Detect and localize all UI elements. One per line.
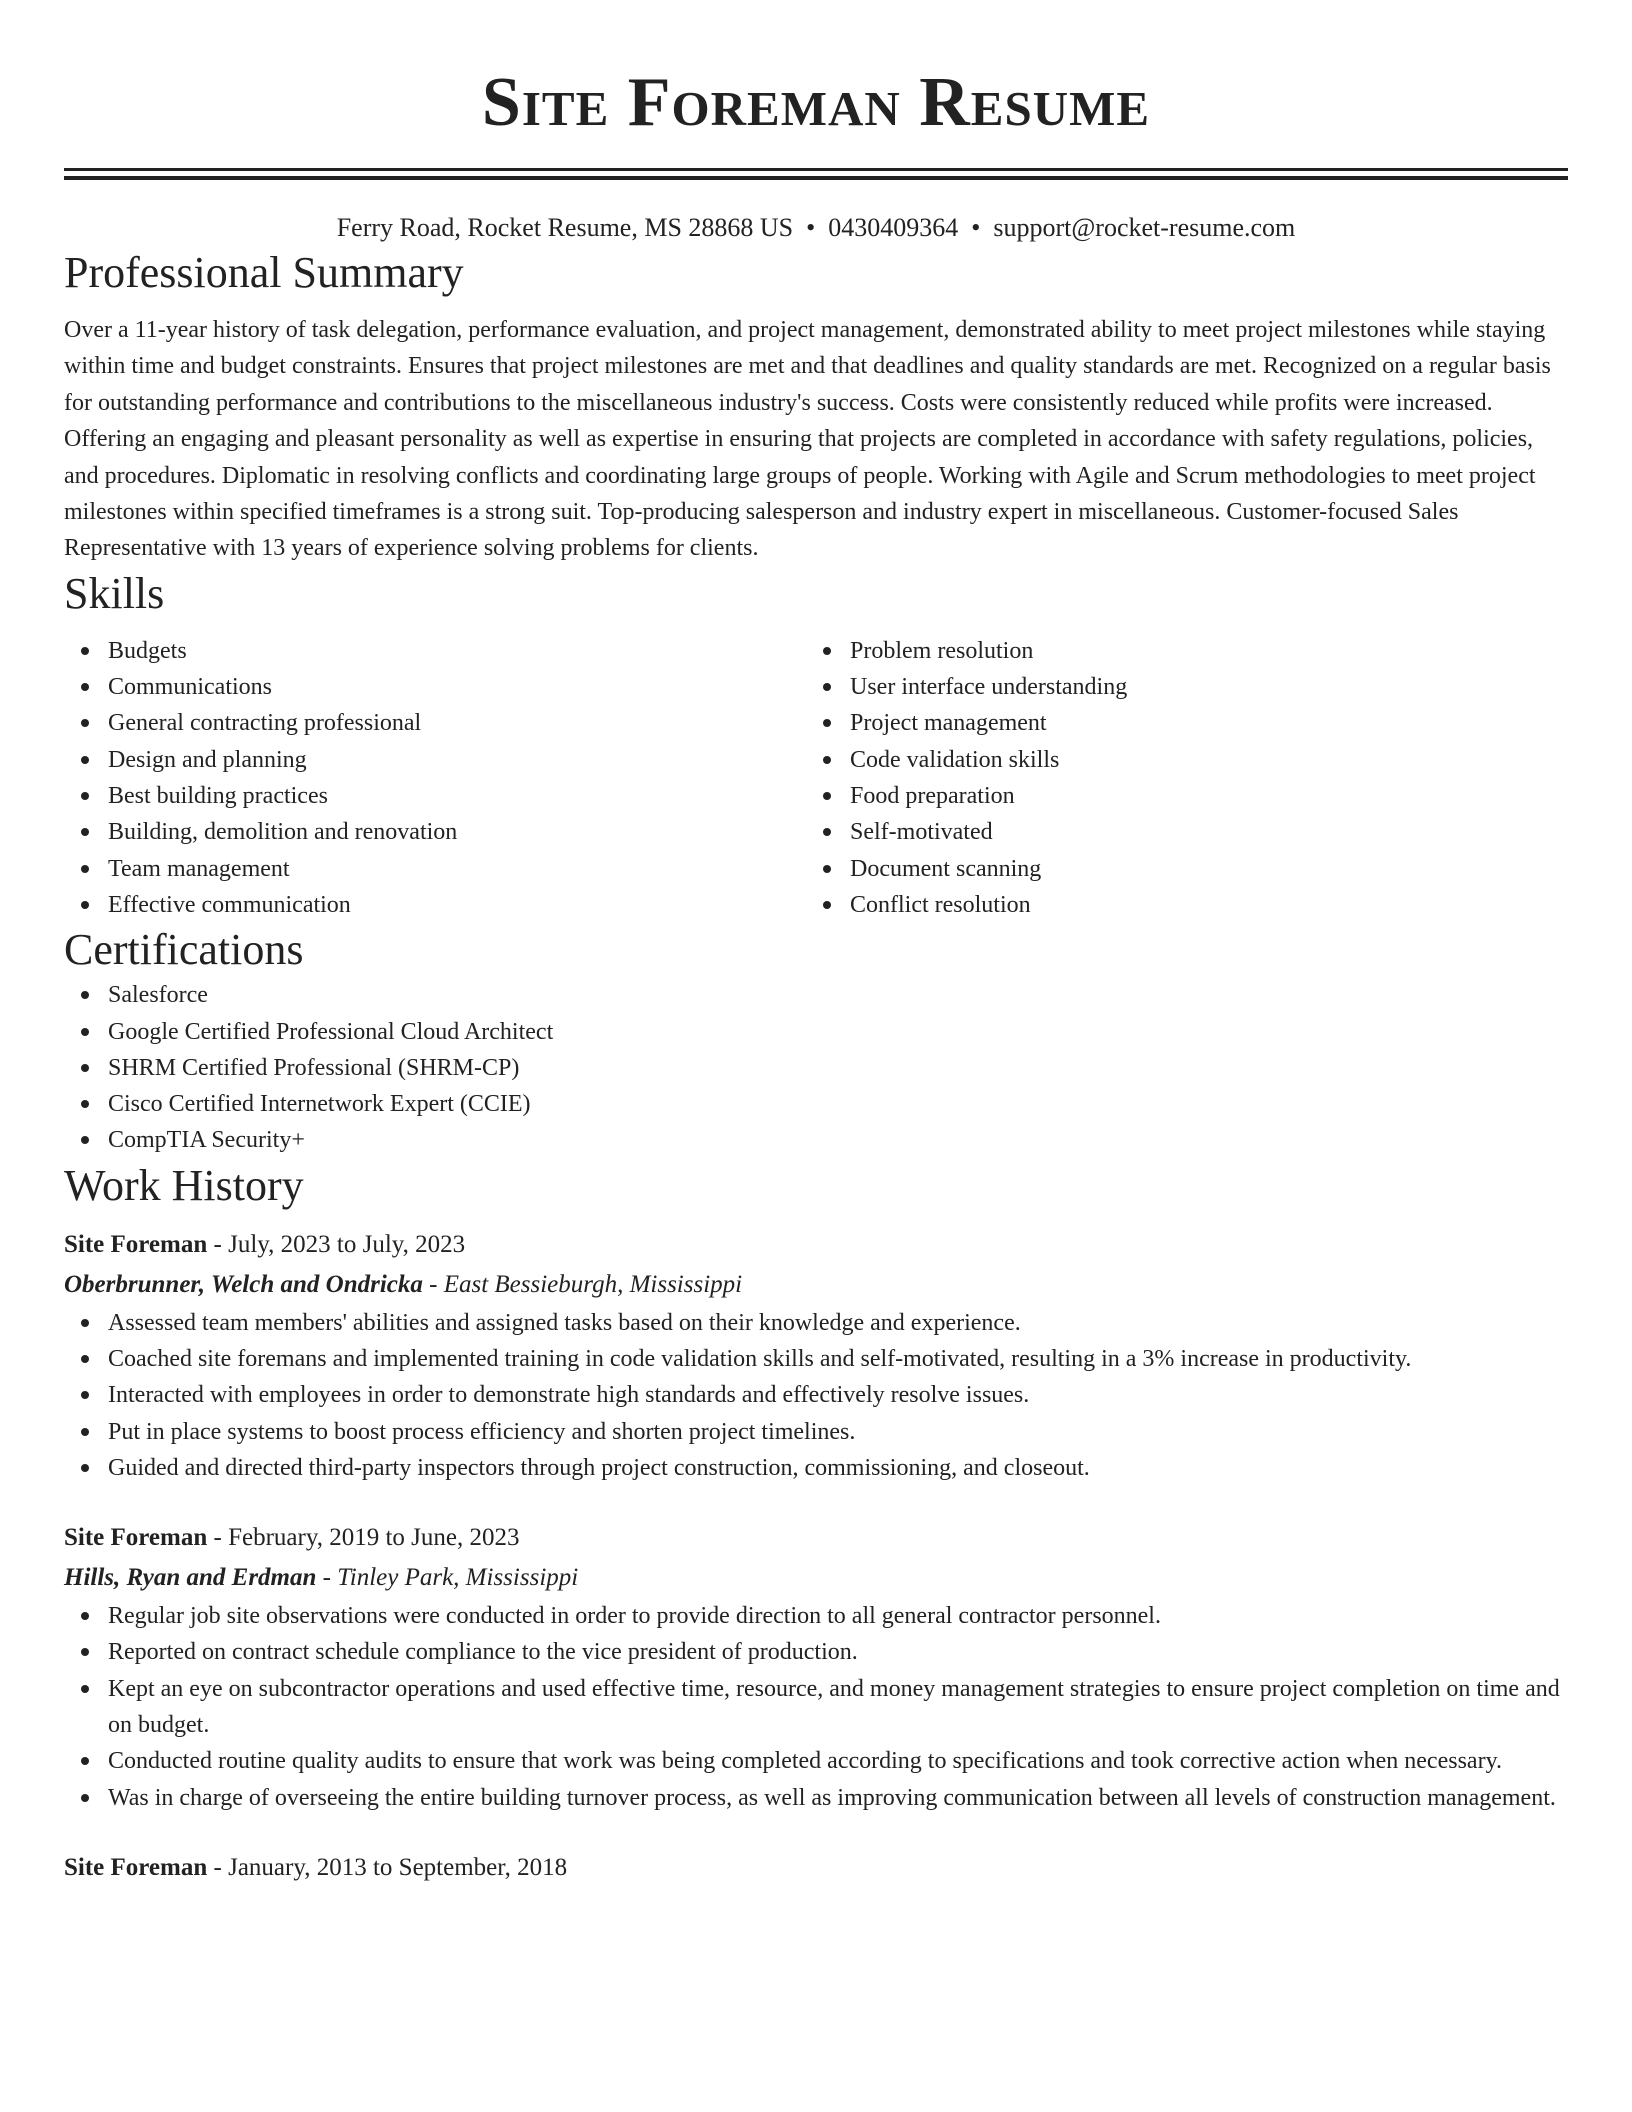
skill-item: Food preparation [806,778,1548,814]
skill-item: Effective communication [64,887,806,923]
skill-item: Budgets [64,633,806,669]
contact-phone: 0430409364 [828,213,959,242]
skill-item: Problem resolution [806,633,1548,669]
skill-item: Document scanning [806,851,1548,887]
job-duties [64,1305,1568,1486]
job-entry [64,1848,1568,1888]
job-duty-item: Was in charge of overseeing the entire building turnover process, as well as improving communication between all levels of construction management. [64,1780,1568,1816]
skill-item: User interface understanding [806,669,1548,705]
job-role: Site Foreman [64,1853,208,1881]
certification-item: CompTIA Security+ [64,1122,1568,1158]
job-company: Hills, Ryan and Erdman [64,1564,317,1592]
contact-address: Ferry Road, Rocket Resume, MS 28868 US [336,213,794,242]
job-employer [64,1558,1568,1598]
job-entry [64,1225,1568,1486]
skill-item: Self-motivated [806,814,1548,850]
contact-separator: • [806,213,816,242]
job-header [64,1518,1568,1558]
job-duty-item: Put in place systems to boost process efficiency and shorten project timelines. [64,1414,1568,1450]
title-divider [64,168,1568,180]
job-duty-item: Kept an eye on subcontractor operations and used effective time, resource, and money management strategies to ensure project completion on time and on budget. [64,1671,1568,1744]
job-location: - East Bessieburgh, Mississippi [422,1270,743,1298]
skill-item: Design and planning [64,742,806,778]
certification-item: SHRM Certified Professional (SHRM-CP) [64,1050,1568,1086]
skill-item: Conflict resolution [806,887,1548,923]
skill-item: General contracting professional [64,705,806,741]
skill-item: Building, demolition and renovation [64,814,806,850]
resume-title: Site Foreman Resume [481,64,1151,141]
job-dates: - February, 2019 to June, 2023 [207,1524,520,1552]
job-duty-item: Coached site foremans and implemented training in code validation skills and self-motivated, resulting in a 3% increase in productivity. [64,1341,1568,1377]
skills-columns [64,633,1568,923]
job-duty-item: Reported on contract schedule compliance to the vice president of production. [64,1634,1568,1670]
job-employer [64,1265,1568,1305]
job-duty-item: Guided and directed third-party inspectors through project construction, commissioning, and closeout. [64,1450,1568,1486]
job-location: - Tinley Park, Mississippi [316,1564,579,1592]
skills-heading: Skills [64,568,165,618]
work-history-heading: Work History [64,1160,304,1210]
certification-item: Cisco Certified Internetwork Expert (CCIE) [64,1086,1568,1122]
contact-separator: • [971,213,981,242]
job-duties [64,1598,1568,1816]
skill-item: Communications [64,669,806,705]
summary-heading: Professional Summary [64,248,464,297]
job-dates: - July, 2023 to July, 2023 [207,1230,466,1258]
job-role: Site Foreman [64,1524,208,1552]
job-duty-item: Interacted with employees in order to demonstrate high standards and effectively resolve issues. [64,1377,1568,1413]
certification-item: Salesforce [64,977,1568,1013]
skill-item: Project management [806,705,1548,741]
skills-list-right [806,633,1548,923]
skill-item: Best building practices [64,778,806,814]
job-duty-item: Assessed team members' abilities and assigned tasks based on their knowledge and experience. [64,1305,1568,1341]
job-role: Site Foreman [64,1230,208,1258]
contact-email: support@rocket-resume.com [993,213,1296,242]
job-duty-item: Conducted routine quality audits to ensure that work was being completed according to specifications and took corrective action when necessary. [64,1743,1568,1779]
job-duty-item: Regular job site observations were conducted in order to provide direction to all general contractor personnel. [64,1598,1568,1634]
job-header [64,1225,1568,1265]
job-company: Oberbrunner, Welch and Ondricka [64,1270,423,1298]
job-entry [64,1518,1568,1816]
contact-line [64,210,1568,246]
certification-item: Google Certified Professional Cloud Architect [64,1014,1568,1050]
certifications-heading: Certifications [64,925,304,975]
skill-item: Code validation skills [806,742,1548,778]
summary-text: Over a 11-year history of task delegation, performance evaluation, and project management, demonstrated ability to meet project milestones while staying within time and budget constraints. Ensures that project milestones are met and that deadlines and quality standards are met. Recognized on a regular basis for outstanding performance and contributions to the miscellaneous industry's success. Costs were consistently reduced while profits were increased. Offering an engaging and pleasant personality as well as expertise in ensuring that projects are completed in accordance with safety regulations, policies, and procedures. Diplomatic in resolving conflicts and coordinating large groups of people. Working with Agile and Scrum methodologies to meet project milestones within specified timeframes is a strong suit. Top-producing salesperson and industry expert in miscellaneous. Customer-focused Sales Representative with 13 years of experience solving problems for clients. [64,317,1551,562]
job-header [64,1848,1568,1888]
job-dates: - January, 2013 to September, 2018 [207,1853,568,1881]
certifications-list [64,977,1568,1158]
skill-item: Team management [64,851,806,887]
skills-list-left [64,633,806,923]
